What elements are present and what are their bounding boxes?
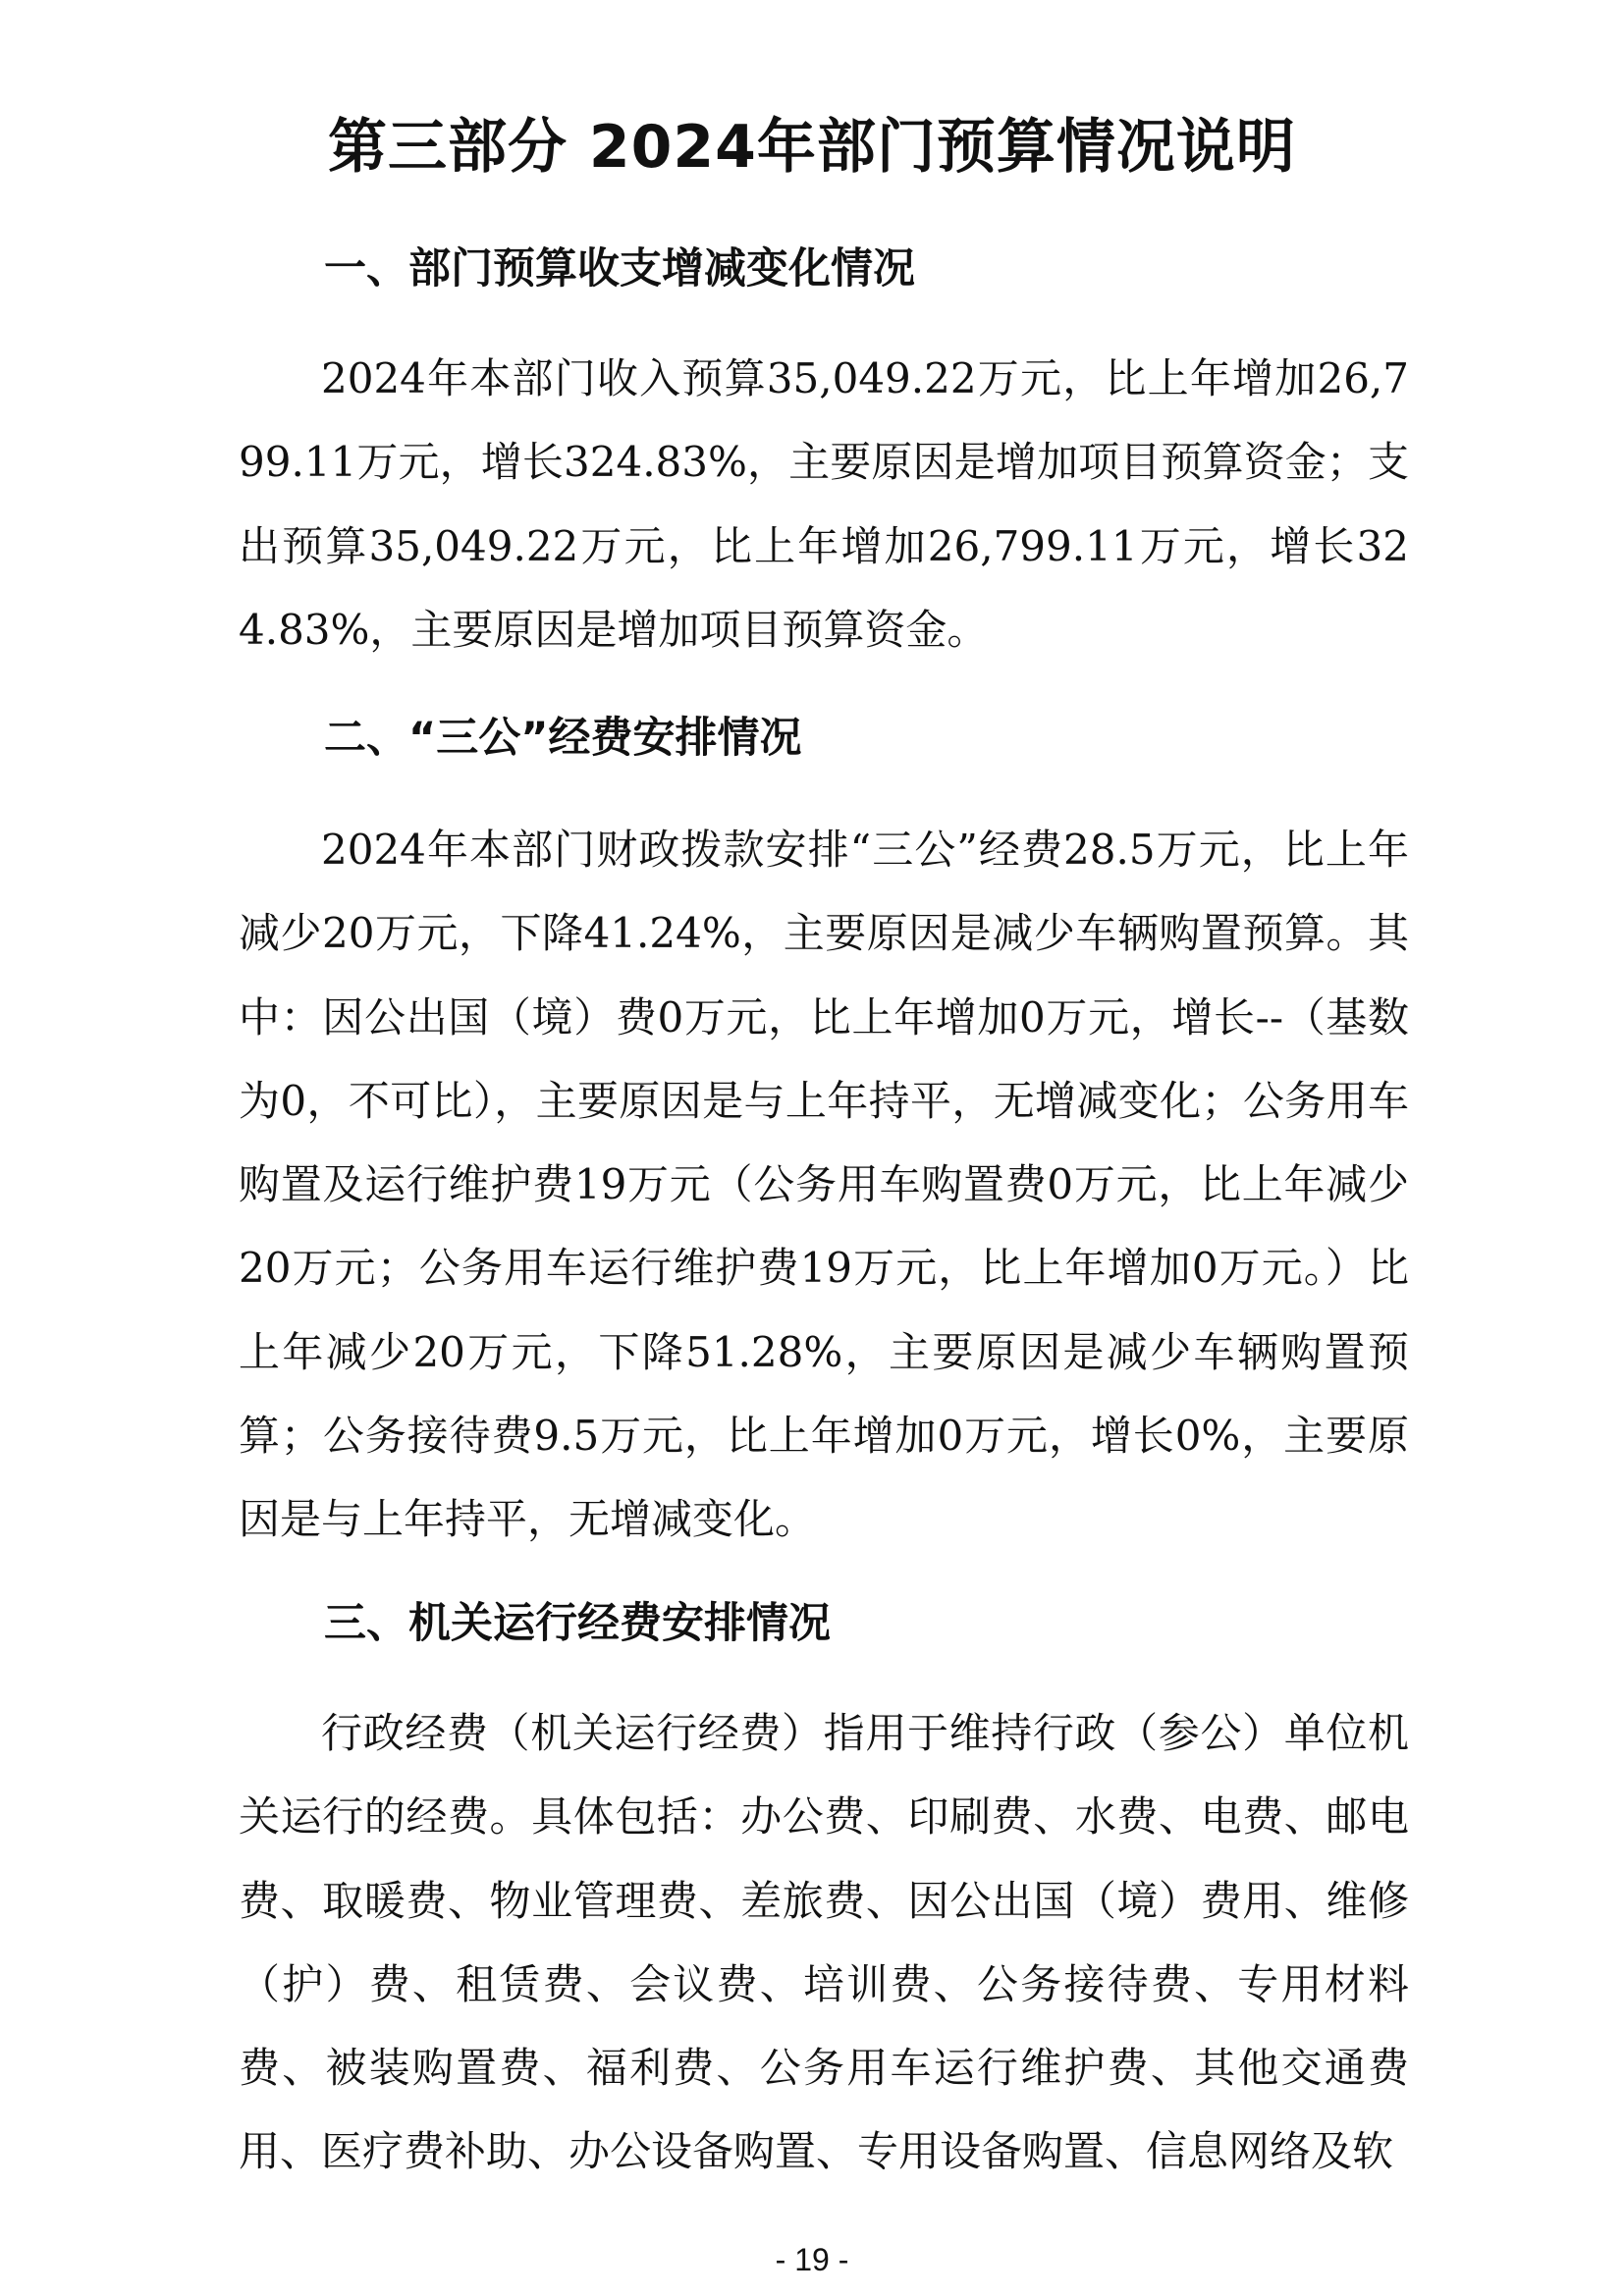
page-title: 第三部分 2024年部门预算情况说明 — [328, 113, 1296, 182]
section-paragraph-3: 行政经费（机关运行经费）指用于维持行政（参公）单位机关运行的经费。具体包括：办公费、印刷费、水费、电费、邮电费、取暖费、物业管理费、差旅费、因公出国（境）费用、维修（护）费、租赁费、会议费、培训费、公务接待费、专用材料费、被装购置费、福利费、公务用车运行维护费、其他交通费用、医疗费补助、办公设备购置、专用设备购置、信息网络及软 — [239, 1709, 1409, 2176]
section-heading-1: 一、部门预算收支增减变化情况 — [324, 244, 915, 294]
page-number: - 19 - — [775, 2242, 849, 2277]
section-heading-2: 二、“三公”经费安排情况 — [324, 714, 802, 763]
section-paragraph-1: 2024年本部门收入预算35,049.22万元，比上年增加26,799.11万元，增长324.83%，主要原因是增加项目预算资金；支出预算35,049.22万元，比上年增加26,799.11万元，增长324.83%，主要原因是增加项目预算资金。 — [239, 354, 1409, 654]
section-paragraph-2: 2024年本部门财政拨款安排“三公”经费28.5万元，比上年减少20万元，下降41.24%，主要原因是减少车辆购置预算。其中：因公出国（境）费0万元，比上年增加0万元，增长--（基数为0，不可比），主要原因是与上年持平，无增减变化；公务用车购置及运行维护费19万元（公务用车购置费0万元，比上年减少20万元；公务用车运行维护费19万元，比上年增加0万元。）比上年减少20万元，下降51.28%，主要原因是减少车辆购置预算；公务接待费9.5万元，比上年增加0万元，增长0%，主要原因是与上年持平，无增减变化。 — [239, 826, 1409, 1544]
section-heading-3: 三、机关运行经费安排情况 — [324, 1599, 831, 1648]
